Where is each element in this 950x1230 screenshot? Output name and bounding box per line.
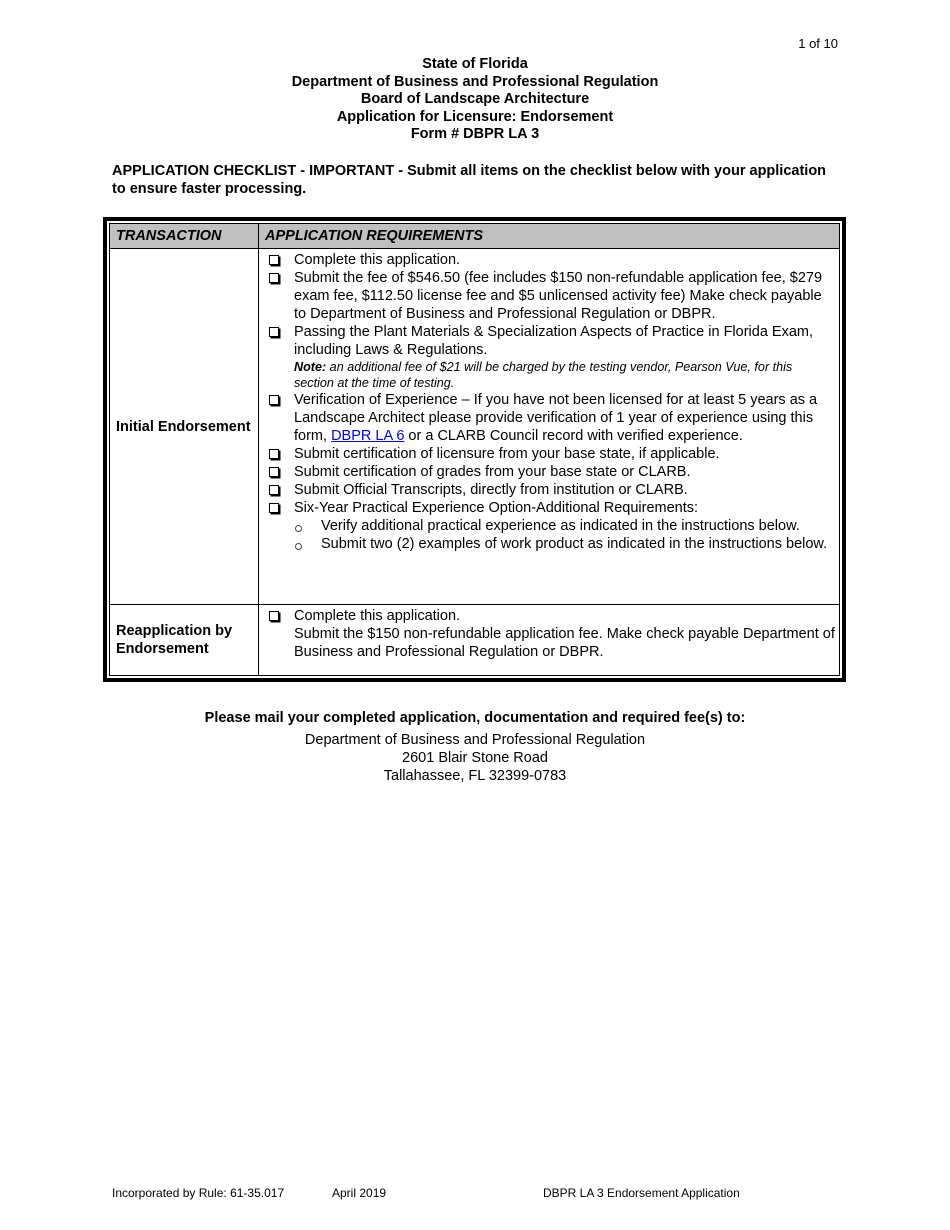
checkbox-icon (269, 485, 279, 495)
sub-item: Submit two (2) examples of work product as indicated in the instructions below. (265, 535, 835, 553)
mailing-instructions (0, 709, 950, 785)
exam-fee-note: Note: an additional fee of $21 will be charged by the testing vendor, Pearson Vue, for this section at the time of testing. (294, 360, 793, 390)
checklist-item: Six-Year Practical Experience Option-Additional Requirements: (265, 499, 835, 517)
checkbox-icon (269, 395, 279, 405)
checklist-item: Submit Official Transcripts, directly from institution or CLARB. (265, 481, 835, 499)
requirements-reapplication (259, 605, 840, 676)
mailing-heading: Please mail your completed application, documentation and required fee(s) to: (204, 710, 746, 726)
header-board: Board of Landscape Architecture (360, 91, 590, 108)
sub-item: Verify additional practical experience as indicated in the instructions below. (265, 517, 835, 535)
circle-bullet-icon (295, 525, 302, 532)
footer-form-name: DBPR LA 3 Endorsement Application (543, 1186, 740, 1200)
checklist-item: Submit certification of grades from your base state or CLARB. (265, 463, 835, 481)
mailing-address-line1: Department of Business and Professional Regulation (304, 732, 646, 748)
checklist-item: Submit certification of licensure from your base state, if applicable. (265, 445, 835, 463)
document-header (0, 56, 950, 144)
footer-rule: Incorporated by Rule: 61-35.017 (112, 1186, 285, 1200)
column-header-transaction: TRANSACTION (110, 224, 259, 249)
header-state: State of Florida (422, 56, 528, 72)
checklist-item: Submit the fee of $546.50 (fee includes $150 non-refundable application fee, $279 exam fee, $112.50 license fee and $5 unlicensed activity fee) Make check payable to Department of Business and Professional Regulation or DBPR. (265, 269, 835, 323)
header-application-title: Application for Licensure: Endorsement (336, 108, 614, 125)
checklist-item: Passing the Plant Materials & Specialization Aspects of Practice in Florida Exam, including Laws & Regulations. (265, 323, 835, 359)
requirements-initial-endorsement (259, 249, 840, 605)
checklist-intro: APPLICATION CHECKLIST - IMPORTANT - Submit all items on the checklist below with your application to ensure faster processing. (112, 163, 827, 197)
circle-bullet-icon (295, 543, 302, 550)
checkbox-icon (269, 255, 279, 265)
checkbox-icon (269, 611, 279, 621)
checkbox-icon (269, 467, 279, 477)
checkbox-icon (269, 503, 279, 513)
mailing-address-line3: Tallahassee, FL 32399-0783 (383, 768, 567, 784)
header-form-number: Form # DBPR LA 3 (410, 126, 540, 143)
mailing-address-line2: 2601 Blair Stone Road (402, 750, 548, 766)
transaction-initial-endorsement: Initial Endorsement (110, 249, 259, 605)
header-department: Department of Business and Professional Regulation (291, 73, 659, 90)
checklist-table (103, 217, 846, 682)
column-header-requirements: APPLICATION REQUIREMENTS (259, 224, 840, 249)
dbpr-la-6-link[interactable]: DBPR LA 6 (331, 428, 405, 444)
reapplication-fee-text: Submit the $150 non-refundable application fee. Make check payable Department of Business and Professional Regulation or DBPR. (294, 626, 835, 660)
checklist-item: Verification of Experience – If you have not been licensed for at least 5 years as a Landscape Architect please provide verification of 1 year of experience using this form, DBPR LA 6 or a CLARB Council record with verified experience. (265, 391, 835, 445)
transaction-reapplication: Reapplication by Endorsement (110, 605, 259, 676)
checkbox-icon (269, 327, 279, 337)
page-number: 1 of 10 (798, 36, 838, 51)
checkbox-icon (269, 449, 279, 459)
footer-date: April 2019 (332, 1186, 387, 1200)
checklist-item: Complete this application. (265, 251, 835, 269)
checkbox-icon (269, 273, 279, 283)
checklist-item: Complete this application. (265, 607, 835, 625)
